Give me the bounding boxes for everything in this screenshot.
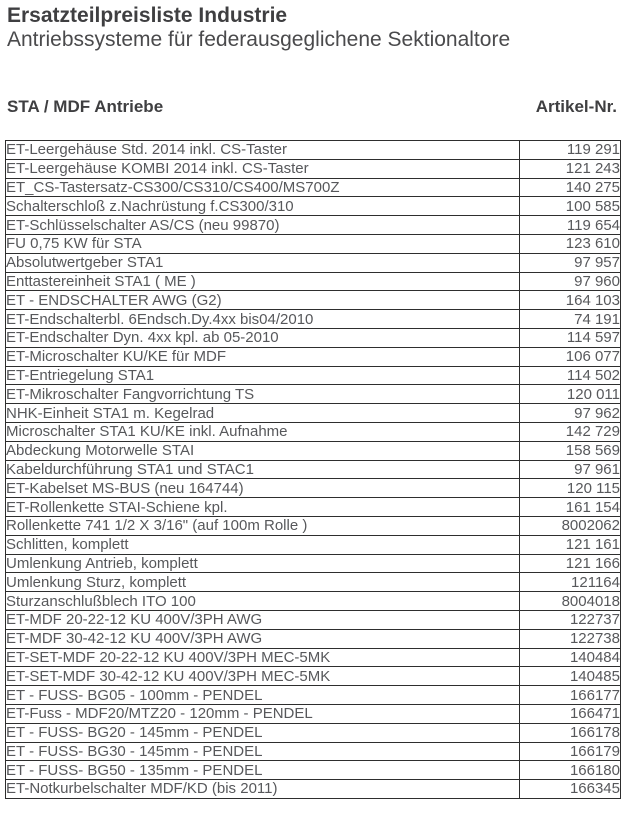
article-number-cell: 158 569: [520, 441, 621, 460]
table-row: [6, 573, 621, 592]
part-name-cell: ET-MDF 30-42-12 KU 400V/3PH AWG: [6, 629, 520, 648]
article-number-cell: 122738: [520, 629, 621, 648]
part-name-cell: ET_CS-Tastersatz-CS300/CS310/CS400/MS700Z: [6, 178, 520, 197]
part-name-cell: ET-Kabelset MS-BUS (neu 164744): [6, 479, 520, 498]
part-name-cell: ET-Fuss - MDF20/MTZ20 - 120mm - PENDEL: [6, 704, 520, 723]
part-name-cell: ET - FUSS- BG50 - 135mm - PENDEL: [6, 761, 520, 780]
part-name-cell: ET - FUSS- BG05 - 100mm - PENDEL: [6, 686, 520, 705]
table-row: [6, 516, 621, 535]
table-row: [6, 704, 621, 723]
table-row: [6, 667, 621, 686]
part-name-cell: Rollenkette 741 1/2 X 3/16" (auf 100m Rolle ): [6, 516, 520, 535]
part-name-cell: ET-Notkurbelschalter MDF/KD (bis 2011): [6, 780, 520, 799]
part-name-cell: ET-Leergehäuse Std. 2014 inkl. CS-Taster: [6, 141, 520, 160]
table-row: [6, 272, 621, 291]
section-header: [7, 97, 617, 117]
part-name-cell: Umlenkung Sturz, komplett: [6, 573, 520, 592]
table-row: [6, 310, 621, 329]
table-row: [6, 686, 621, 705]
part-name-cell: ET-Mikroschalter Fangvorrichtung TS: [6, 385, 520, 404]
article-number-cell: 140485: [520, 667, 621, 686]
article-number-cell: 8004018: [520, 592, 621, 611]
table-row: [6, 141, 621, 160]
table-row: [6, 648, 621, 667]
table-row: [6, 366, 621, 385]
article-number-cell: 74 191: [520, 310, 621, 329]
part-name-cell: ET - FUSS- BG30 - 145mm - PENDEL: [6, 742, 520, 761]
article-number-cell: 121164: [520, 573, 621, 592]
part-name-cell: ET-SET-MDF 30-42-12 KU 400V/3PH MEC-5MK: [6, 667, 520, 686]
table-row: [6, 761, 621, 780]
part-name-cell: Umlenkung Antrieb, komplett: [6, 554, 520, 573]
article-number-cell: 166177: [520, 686, 621, 705]
table-row: [6, 535, 621, 554]
article-number-cell: 142 729: [520, 422, 621, 441]
table-row: [6, 422, 621, 441]
part-name-cell: Absolutwertgeber STA1: [6, 253, 520, 272]
article-number-cell: 120 115: [520, 479, 621, 498]
table-row: [6, 234, 621, 253]
table-row: [6, 159, 621, 178]
article-number-cell: 140 275: [520, 178, 621, 197]
table-row: [6, 723, 621, 742]
table-row: [6, 498, 621, 517]
article-number-cell: 166180: [520, 761, 621, 780]
article-number-cell: 100 585: [520, 197, 621, 216]
article-number-cell: 121 166: [520, 554, 621, 573]
page-title: Ersatzteilpreisliste Industrie: [7, 4, 288, 27]
article-number-cell: 166178: [520, 723, 621, 742]
table-row: [6, 291, 621, 310]
article-number-cell: 123 610: [520, 234, 621, 253]
article-number-cell: 164 103: [520, 291, 621, 310]
part-name-cell: ET-Endschalter Dyn. 4xx kpl. ab 05-2010: [6, 328, 520, 347]
part-name-cell: Kabeldurchführung STA1 und STAC1: [6, 460, 520, 479]
article-number-cell: 97 961: [520, 460, 621, 479]
table-row: [6, 197, 621, 216]
article-number-column-header: Artikel-Nr.: [535, 97, 617, 116]
table-row: [6, 347, 621, 366]
article-number-cell: 161 154: [520, 498, 621, 517]
table-row: [6, 216, 621, 235]
part-name-cell: Microschalter STA1 KU/KE inkl. Aufnahme: [6, 422, 520, 441]
page-subtitle: Antriebssysteme für federausgeglichene Sektionaltore: [7, 28, 511, 51]
table-row: [6, 441, 621, 460]
part-name-cell: NHK-Einheit STA1 m. Kegelrad: [6, 404, 520, 423]
article-number-cell: 97 960: [520, 272, 621, 291]
article-number-cell: 120 011: [520, 385, 621, 404]
table-row: [6, 385, 621, 404]
part-name-cell: ET-Entriegelung STA1: [6, 366, 520, 385]
part-name-cell: ET - FUSS- BG20 - 145mm - PENDEL: [6, 723, 520, 742]
parts-price-table: [5, 140, 621, 799]
part-name-cell: ET-Endschalterbl. 6Endsch.Dy.4xx bis04/2010: [6, 310, 520, 329]
article-number-cell: 114 502: [520, 366, 621, 385]
part-name-cell: Sturzanschlußblech ITO 100: [6, 592, 520, 611]
table-row: [6, 629, 621, 648]
part-name-cell: ET-Leergehäuse KOMBI 2014 inkl. CS-Taster: [6, 159, 520, 178]
section-title: STA / MDF Antriebe: [7, 97, 164, 116]
table-row: [6, 404, 621, 423]
article-number-cell: 119 291: [520, 141, 621, 160]
table-row: [6, 328, 621, 347]
article-number-cell: 140484: [520, 648, 621, 667]
article-number-cell: 166345: [520, 780, 621, 799]
article-number-cell: 97 962: [520, 404, 621, 423]
article-number-cell: 121 243: [520, 159, 621, 178]
part-name-cell: ET - ENDSCHALTER AWG (G2): [6, 291, 520, 310]
part-name-cell: ET-MDF 20-22-12 KU 400V/3PH AWG: [6, 610, 520, 629]
table-row: [6, 610, 621, 629]
table-row: [6, 780, 621, 799]
part-name-cell: ET-SET-MDF 20-22-12 KU 400V/3PH MEC-5MK: [6, 648, 520, 667]
article-number-cell: 119 654: [520, 216, 621, 235]
table-row: [6, 460, 621, 479]
table-row: [6, 479, 621, 498]
part-name-cell: Schalterschloß z.Nachrüstung f.CS300/310: [6, 197, 520, 216]
table-row: [6, 253, 621, 272]
article-number-cell: 122737: [520, 610, 621, 629]
part-name-cell: Abdeckung Motorwelle STAI: [6, 441, 520, 460]
parts-table-body: [6, 141, 621, 799]
table-row: [6, 178, 621, 197]
article-number-cell: 114 597: [520, 328, 621, 347]
article-number-cell: 166471: [520, 704, 621, 723]
table-row: [6, 742, 621, 761]
article-number-cell: 166179: [520, 742, 621, 761]
part-name-cell: Schlitten, komplett: [6, 535, 520, 554]
table-row: [6, 554, 621, 573]
part-name-cell: ET-Rollenkette STAI-Schiene kpl.: [6, 498, 520, 517]
table-row: [6, 592, 621, 611]
article-number-cell: 8002062: [520, 516, 621, 535]
article-number-cell: 106 077: [520, 347, 621, 366]
part-name-cell: FU 0,75 KW für STA: [6, 234, 520, 253]
part-name-cell: ET-Schlüsselschalter AS/CS (neu 99870): [6, 216, 520, 235]
part-name-cell: Enttastereinheit STA1 ( ME ): [6, 272, 520, 291]
article-number-cell: 97 957: [520, 253, 621, 272]
article-number-cell: 121 161: [520, 535, 621, 554]
part-name-cell: ET-Microschalter KU/KE für MDF: [6, 347, 520, 366]
